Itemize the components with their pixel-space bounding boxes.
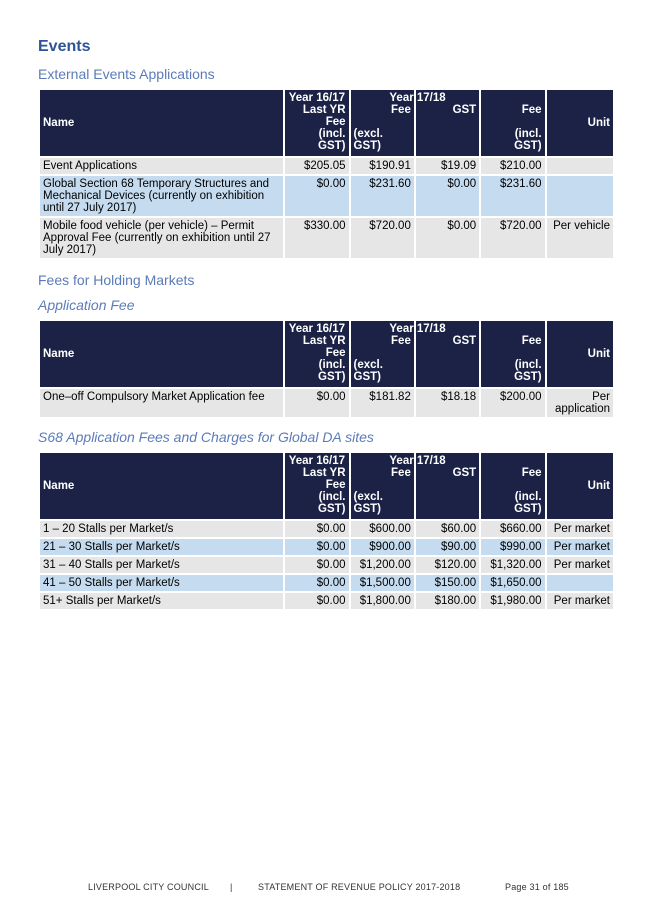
cell-fee-incl-gst: $990.00 xyxy=(481,539,544,557)
header-last-yr-fee xyxy=(285,321,348,389)
header-fee-incl-label: Fee xyxy=(521,335,542,347)
table-header-row xyxy=(40,453,613,521)
cell-unit xyxy=(547,158,613,176)
section-heading-holding-markets: Fees for Holding Markets xyxy=(38,272,195,288)
cell-fee-excl-gst: $181.82 xyxy=(351,389,414,419)
section-heading-external-events: External Events Applications xyxy=(38,66,215,82)
table-row xyxy=(40,593,613,611)
cell-fee-excl-gst: $600.00 xyxy=(351,521,414,539)
cell-last-yr-fee: $0.00 xyxy=(285,539,348,557)
cell-name: 31 – 40 Stalls per Market/s xyxy=(40,557,283,575)
cell-name: Mobile food vehicle (per vehicle) – Permit Approval Fee (currently on exhibition until 27 July 2017) xyxy=(40,218,283,260)
header-last-yr-fee-label: Last YR Fee xyxy=(302,104,346,128)
header-fee-incl xyxy=(481,90,544,158)
header-unit: Unit xyxy=(547,453,613,521)
header-fee-incl-gst: (incl. GST) xyxy=(514,491,542,515)
cell-gst: $150.00 xyxy=(416,575,479,593)
cell-unit: Per market xyxy=(547,521,613,539)
header-fee-incl xyxy=(481,453,544,521)
cell-fee-excl-gst: $1,200.00 xyxy=(351,557,414,575)
header-fee-incl-gst: (incl. GST) xyxy=(514,128,542,152)
cell-unit: Per market xyxy=(547,593,613,611)
header-name: Name xyxy=(40,453,283,521)
cell-name: 41 – 50 Stalls per Market/s xyxy=(40,575,283,593)
footer-doc-title: STATEMENT OF REVENUE POLICY 2017-2018 xyxy=(258,882,461,892)
subheading-s68-global-da: S68 Application Fees and Charges for Global DA sites xyxy=(38,429,374,445)
header-fee-incl-label: Fee xyxy=(521,104,542,116)
header-gst-label: GST xyxy=(452,104,477,116)
cell-last-yr-fee: $0.00 xyxy=(285,557,348,575)
cell-fee-incl-gst: $210.00 xyxy=(481,158,544,176)
cell-unit: Per market xyxy=(547,557,613,575)
header-fee-label: Fee xyxy=(391,467,411,479)
table-header-row xyxy=(40,321,613,389)
cell-unit xyxy=(547,575,613,593)
page-title: Events xyxy=(38,38,91,55)
header-fee-incl xyxy=(481,321,544,389)
cell-name: 21 – 30 Stalls per Market/s xyxy=(40,539,283,557)
cell-last-yr-fee: $0.00 xyxy=(285,593,348,611)
cell-last-yr-fee: $0.00 xyxy=(285,575,348,593)
cell-fee-excl-gst: $1,800.00 xyxy=(351,593,414,611)
cell-gst: $19.09 xyxy=(416,158,479,176)
header-name: Name xyxy=(40,321,283,389)
cell-fee-incl-gst: $1,980.00 xyxy=(481,593,544,611)
fees-table-application-fee xyxy=(38,321,615,419)
header-name: Name xyxy=(40,90,283,158)
table-row xyxy=(40,158,613,176)
cell-last-yr-fee: $330.00 xyxy=(285,218,348,260)
header-fee-excl-gst: (excl. GST) xyxy=(353,491,383,515)
cell-gst: $0.00 xyxy=(416,218,479,260)
fees-table-s68-global-da xyxy=(38,453,615,611)
header-year-17-18: Year 17/18 xyxy=(389,323,446,335)
header-fee-incl-gst: (incl. GST) xyxy=(514,359,542,383)
cell-gst: $180.00 xyxy=(416,593,479,611)
header-year-17-18: Year 17/18 xyxy=(389,455,446,467)
cell-last-yr-fee: $0.00 xyxy=(285,176,348,218)
cell-fee-excl-gst: $231.60 xyxy=(351,176,414,218)
cell-fee-incl-gst: $660.00 xyxy=(481,521,544,539)
cell-gst: $18.18 xyxy=(416,389,479,419)
cell-fee-incl-gst: $1,320.00 xyxy=(481,557,544,575)
cell-fee-incl-gst: $200.00 xyxy=(481,389,544,419)
cell-gst: $0.00 xyxy=(416,176,479,218)
fees-table-external-events xyxy=(38,90,615,260)
header-year-16-17: Year 16/17 xyxy=(288,92,345,104)
footer-separator: | xyxy=(230,882,233,892)
header-fee-excl-gst: (excl. GST) xyxy=(353,359,383,383)
header-unit: Unit xyxy=(547,321,613,389)
cell-last-yr-fee: $0.00 xyxy=(285,521,348,539)
header-unit: Unit xyxy=(547,90,613,158)
header-fee-label: Fee xyxy=(391,335,411,347)
cell-unit: Per vehicle xyxy=(547,218,613,260)
cell-unit: Per market xyxy=(547,539,613,557)
cell-name: Global Section 68 Temporary Structures and Mechanical Devices (currently on exhibition until 27 July 2017) xyxy=(40,176,283,218)
cell-gst: $90.00 xyxy=(416,539,479,557)
table-row xyxy=(40,176,613,218)
table-row xyxy=(40,575,613,593)
header-year-17-18: Year 17/18 xyxy=(389,92,446,104)
header-last-yr-fee xyxy=(285,453,348,521)
cell-unit: Per application xyxy=(547,389,613,419)
cell-fee-incl-gst: $720.00 xyxy=(481,218,544,260)
cell-fee-excl-gst: $900.00 xyxy=(351,539,414,557)
cell-last-yr-fee: $205.05 xyxy=(285,158,348,176)
cell-fee-excl-gst: $1,500.00 xyxy=(351,575,414,593)
footer-page-number: Page 31 of 185 xyxy=(505,882,569,892)
cell-unit xyxy=(547,176,613,218)
cell-name: 51+ Stalls per Market/s xyxy=(40,593,283,611)
header-year-16-17: Year 16/17 xyxy=(288,323,345,335)
table-row xyxy=(40,557,613,575)
cell-gst: $120.00 xyxy=(416,557,479,575)
header-last-incl-gst: (incl. GST) xyxy=(318,128,346,152)
header-gst-label: GST xyxy=(452,467,477,479)
cell-fee-incl-gst: $1,650.00 xyxy=(481,575,544,593)
cell-fee-incl-gst: $231.60 xyxy=(481,176,544,218)
header-gst-label: GST xyxy=(452,335,477,347)
table-header-row xyxy=(40,90,613,158)
table-row xyxy=(40,539,613,557)
header-year-16-17: Year 16/17 xyxy=(288,455,345,467)
header-fee-label: Fee xyxy=(391,104,411,116)
cell-fee-excl-gst: $190.91 xyxy=(351,158,414,176)
table-row xyxy=(40,389,613,419)
table-row xyxy=(40,218,613,260)
cell-fee-excl-gst: $720.00 xyxy=(351,218,414,260)
header-last-incl-gst: (incl. GST) xyxy=(318,359,346,383)
header-fee-incl-label: Fee xyxy=(521,467,542,479)
cell-last-yr-fee: $0.00 xyxy=(285,389,348,419)
cell-name: 1 – 20 Stalls per Market/s xyxy=(40,521,283,539)
header-fee-excl-gst: (excl. GST) xyxy=(353,128,383,152)
cell-name: Event Applications xyxy=(40,158,283,176)
subheading-application-fee: Application Fee xyxy=(38,297,135,313)
cell-gst: $60.00 xyxy=(416,521,479,539)
header-last-yr-fee-label: Last YR Fee xyxy=(302,467,346,491)
cell-name: One–off Compulsory Market Application fee xyxy=(40,389,283,419)
header-last-yr-fee xyxy=(285,90,348,158)
header-last-yr-fee-label: Last YR Fee xyxy=(302,335,346,359)
footer-org: LIVERPOOL CITY COUNCIL xyxy=(88,882,209,892)
table-row xyxy=(40,521,613,539)
header-last-incl-gst: (incl. GST) xyxy=(318,491,346,515)
